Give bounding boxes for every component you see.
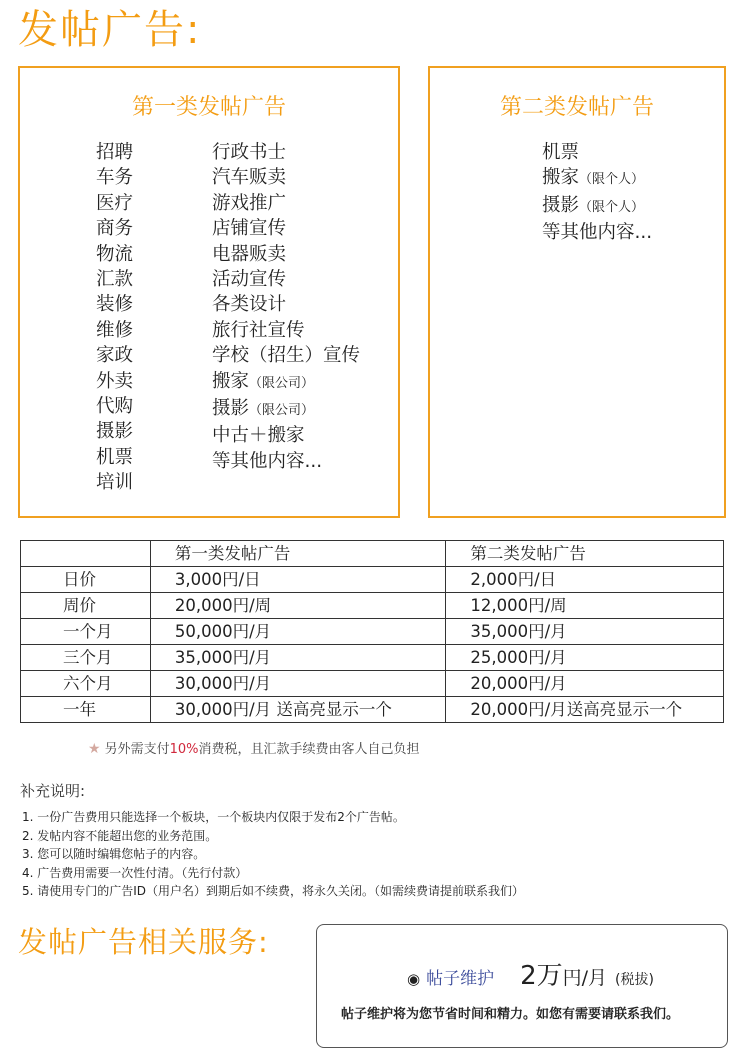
item-text: 活动宣传 [212,269,287,291]
table-cell: 3,000円/日 [150,567,446,593]
item-note: （限公司） [249,403,315,419]
table-row [21,619,724,645]
item-text: 游戏推广 [212,192,287,214]
item-text: 行政书士 [212,142,287,163]
list-item [212,191,360,216]
table-cell: 周价 [21,593,151,619]
table-cell: 日价 [21,567,151,593]
list-item: 车务 [96,167,134,189]
table-row [21,671,724,697]
list-item [542,220,652,245]
tax-note [88,738,420,757]
page-title: 发帖广告: [18,7,202,53]
item-text: 中古＋搬家 [212,425,305,447]
list-item: 汇款 [96,269,134,291]
category1-col2 [212,140,360,474]
list-item: 物流 [96,243,134,265]
table-row [21,567,724,593]
table-cell: 12,000円/周 [446,593,724,619]
list-item [542,140,652,165]
table-cell: 三个月 [21,645,151,671]
service-line [407,955,654,992]
table-cell: 20,000円/月 [446,671,724,697]
service-price: 2万 [520,961,563,991]
list-item: 装修 [96,294,134,316]
list-item: 4. 广告费用需要一次性付清。（先行付款） [22,865,248,880]
service-unit: 円/月 [562,967,608,989]
table-cell [21,541,151,567]
supplement-title: 补充说明: [20,782,86,800]
list-item [542,193,652,220]
tax-percent: 10% [169,742,199,757]
services-title: 发帖广告相关服务: [18,925,269,959]
list-item [212,449,360,474]
list-item [212,369,360,396]
service-description: 帖子维护将为您节省时间和精力。如您有需要请联系我们。 [341,1007,680,1022]
table-cell: 35,000円/月 [150,645,446,671]
list-item [212,292,360,317]
item-text: 搬家 [212,370,250,392]
list-item: 1. 一份广告费用只能选择一个板块，一个板块内仅限于发布2个广告帖。 [22,810,405,824]
list-item [542,165,652,192]
table-cell: 一个月 [21,619,151,645]
item-text: 旅行社宣传 [212,319,305,341]
table-cell: 一年 [21,697,151,723]
category2-box [428,66,726,518]
star-icon: ★ [88,741,101,757]
list-item [212,343,360,368]
item-text: 等其他内容... [212,450,323,472]
table-cell: 20,000円/月送高亮显示一个 [446,697,724,723]
item-text: 摄影 [212,398,250,420]
item-text: 汽车贩卖 [212,167,287,189]
table-cell: 30,000円/月 [150,671,446,697]
price-table [20,540,724,723]
list-item: 维修 [96,319,134,341]
list-item: 5. 请使用专门的广告ID（用户名）到期后如不续费，将永久关闭。（如需续费请提前联系我们） [22,884,525,898]
list-item [212,396,360,423]
list-item [212,267,360,292]
list-item: 家政 [96,345,134,367]
list-item [212,140,360,165]
list-item: 机票 [96,446,134,468]
service-name: 帖子维护 [426,969,495,989]
list-item [212,318,360,343]
service-card [316,924,728,1048]
category2-list [542,140,652,246]
item-text: 等其他内容... [542,222,653,244]
item-text: 搬家 [542,167,580,189]
table-cell: 50,000円/月 [150,619,446,645]
category2-heading: 第二类发帖广告 [499,95,654,120]
list-item [212,165,360,190]
category1-col1 [96,140,133,496]
item-text: 店铺宣传 [212,218,287,240]
service-tax: (税拔) [615,972,654,988]
table-row [21,697,724,723]
table-cell: 2,000円/日 [446,567,724,593]
list-item: 3. 您可以随时编辑您帖子的内容。 [22,847,206,861]
list-item [212,242,360,267]
list-item: 摄影 [96,421,134,443]
item-text: 机票 [542,142,580,163]
radio-icon: ◉ [407,970,421,988]
item-text: 学校（招生）宣传 [212,345,361,367]
list-item: 代购 [96,396,134,418]
table-cell: 30,000円/月 送高亮显示一个 [150,697,446,723]
table-header-row [21,541,724,567]
supplement-list [22,808,524,901]
tax-note-prefix: 另外需支付 [104,742,170,757]
tax-note-suffix: 消费税，且汇款手续费由客人自己负担 [198,742,420,757]
table-cell: 25,000円/月 [446,645,724,671]
table-row [21,593,724,619]
list-item: 商务 [96,218,134,240]
category1-box [18,66,400,518]
list-item: 2. 发帖内容不能超出您的业务范围。 [22,828,218,843]
item-note: （限个人） [579,199,645,215]
list-item: 培训 [96,472,134,494]
table-cell: 第二类发帖广告 [446,541,724,567]
table-cell: 六个月 [21,671,151,697]
list-item [212,423,360,448]
table-cell: 20,000円/周 [150,593,446,619]
list-item: 招聘 [96,142,134,163]
table-cell: 第一类发帖广告 [150,541,446,567]
table-row [21,645,724,671]
item-note: （限个人） [579,172,645,188]
item-text: 摄影 [542,194,580,216]
item-text: 各类设计 [212,294,287,316]
list-item [212,216,360,241]
item-note: （限公司） [249,375,315,391]
list-item: 外卖 [96,370,134,392]
category1-heading: 第一类发帖广告 [131,95,286,120]
item-text: 电器贩卖 [212,243,287,265]
list-item: 医疗 [96,192,134,214]
table-cell: 35,000円/月 [446,619,724,645]
